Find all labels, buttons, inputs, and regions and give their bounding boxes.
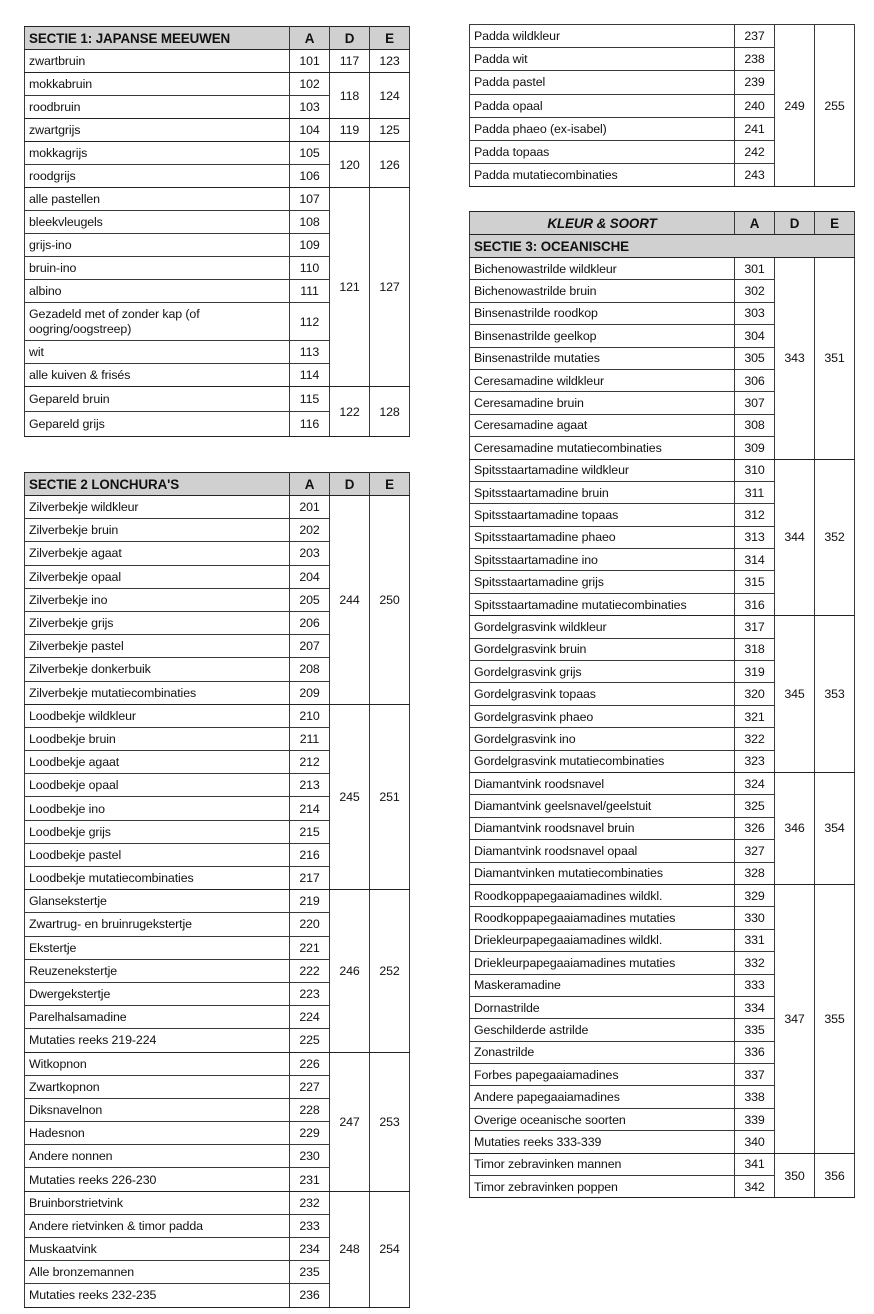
class-number-d: 121: [330, 188, 370, 387]
species-name: Bichenowastrilde wildkleur: [470, 258, 735, 280]
species-name: Andere nonnen: [25, 1145, 290, 1168]
class-number-e: 353: [815, 616, 855, 773]
species-name: Loodbekje bruin: [25, 727, 290, 750]
class-number-a: 208: [290, 658, 330, 681]
class-number-d: 246: [330, 890, 370, 1052]
species-name: roodgrijs: [25, 165, 290, 188]
class-number-d: 344: [775, 459, 815, 616]
class-number-a: 243: [735, 164, 775, 187]
class-number-a: 339: [735, 1108, 775, 1130]
class-number-a: 239: [735, 71, 775, 94]
column-d-header: D: [330, 27, 370, 50]
class-number-a: 201: [290, 496, 330, 519]
species-name: Zwartkopnon: [25, 1075, 290, 1098]
class-number-d: 350: [775, 1153, 815, 1198]
class-number-e: 355: [815, 884, 855, 1153]
table-row: [470, 459, 855, 481]
species-name: Mutaties reeks 333-339: [470, 1131, 735, 1153]
class-number-a: 310: [735, 459, 775, 481]
species-name: Roodkoppapegaaiamadines mutaties: [470, 907, 735, 929]
species-name: Diamantvink roodsnavel bruin: [470, 817, 735, 839]
species-name: Mutaties reeks 226-230: [25, 1168, 290, 1191]
class-number-d: 122: [330, 387, 370, 437]
species-name: Diamantvink roodsnavel: [470, 772, 735, 794]
class-number-a: 324: [735, 772, 775, 794]
class-number-a: 301: [735, 258, 775, 280]
class-number-a: 234: [290, 1238, 330, 1261]
species-name: Dwergekstertje: [25, 982, 290, 1005]
species-name: Gordelgrasvink mutatiecombinaties: [470, 750, 735, 772]
class-number-a: 238: [735, 48, 775, 71]
species-name: zwartbruin: [25, 50, 290, 73]
class-number-a: 325: [735, 795, 775, 817]
species-name: Loodbekje wildkleur: [25, 704, 290, 727]
class-number-a: 334: [735, 996, 775, 1018]
class-number-a: 236: [290, 1284, 330, 1307]
species-name: Hadesnon: [25, 1122, 290, 1145]
column-e-header: E: [815, 212, 855, 235]
class-number-d: 117: [330, 50, 370, 73]
species-name: Timor zebravinken mannen: [470, 1153, 735, 1175]
species-name: zwartgrijs: [25, 119, 290, 142]
species-name: Gezadeld met of zonder kap (of oogring/oogstreep): [25, 303, 290, 341]
class-number-a: 315: [735, 571, 775, 593]
class-number-a: 337: [735, 1064, 775, 1086]
class-number-a: 103: [290, 96, 330, 119]
species-name: Loodbekje pastel: [25, 843, 290, 866]
species-name: Padda phaeo (ex-isabel): [470, 117, 735, 140]
species-name: Gordelgrasvink topaas: [470, 683, 735, 705]
table-row: [25, 142, 410, 165]
species-name: Loodbekje grijs: [25, 820, 290, 843]
species-name: roodbruin: [25, 96, 290, 119]
class-number-a: 202: [290, 519, 330, 542]
table-row: [470, 884, 855, 906]
class-number-a: 230: [290, 1145, 330, 1168]
class-number-a: 116: [290, 412, 330, 437]
class-number-a: 203: [290, 542, 330, 565]
section2-table: [24, 472, 410, 1308]
species-name: grijs-ino: [25, 234, 290, 257]
class-number-a: 327: [735, 840, 775, 862]
padda-table: [469, 24, 855, 187]
class-number-a: 308: [735, 414, 775, 436]
class-number-a: 321: [735, 705, 775, 727]
species-name: Loodbekje agaat: [25, 751, 290, 774]
class-number-a: 206: [290, 611, 330, 634]
table-row: [470, 772, 855, 794]
class-number-a: 309: [735, 437, 775, 459]
species-name: Spitsstaartamadine topaas: [470, 504, 735, 526]
species-name: Padda pastel: [470, 71, 735, 94]
species-name: Ceresamadine bruin: [470, 392, 735, 414]
class-number-a: 219: [290, 890, 330, 913]
class-number-e: 352: [815, 459, 855, 616]
class-number-a: 209: [290, 681, 330, 704]
section2-title: SECTIE 2 LONCHURA'S: [25, 473, 290, 496]
section3-title: SECTIE 3: OCEANISCHE: [470, 235, 855, 258]
class-number-d: 247: [330, 1052, 370, 1191]
species-name: Diamantvink geelsnavel/geelstuit: [470, 795, 735, 817]
table-row: [470, 25, 855, 48]
species-name: Padda wit: [470, 48, 735, 71]
column-a-header: A: [290, 27, 330, 50]
species-name: mokkagrijs: [25, 142, 290, 165]
species-name: Bruinborstrietvink: [25, 1191, 290, 1214]
species-name: Glansekstertje: [25, 890, 290, 913]
class-number-e: 126: [370, 142, 410, 188]
class-number-a: 311: [735, 481, 775, 503]
species-name: Padda opaal: [470, 94, 735, 117]
class-number-a: 102: [290, 73, 330, 96]
species-name: Binsenastrilde roodkop: [470, 302, 735, 324]
species-name: Ceresamadine agaat: [470, 414, 735, 436]
class-number-a: 341: [735, 1153, 775, 1175]
class-number-e: 354: [815, 772, 855, 884]
species-name: Padda mutatiecombinaties: [470, 164, 735, 187]
class-number-d: 346: [775, 772, 815, 884]
class-number-a: 319: [735, 661, 775, 683]
class-number-a: 225: [290, 1029, 330, 1052]
class-number-a: 307: [735, 392, 775, 414]
class-number-a: 328: [735, 862, 775, 884]
class-number-a: 227: [290, 1075, 330, 1098]
class-number-a: 331: [735, 929, 775, 951]
section1-table: [24, 26, 410, 437]
class-number-a: 214: [290, 797, 330, 820]
column-e-header: E: [370, 27, 410, 50]
class-number-a: 215: [290, 820, 330, 843]
species-name: alle kuiven & frisés: [25, 364, 290, 387]
species-name: Andere rietvinken & timor padda: [25, 1214, 290, 1237]
species-name: Spitsstaartamadine ino: [470, 549, 735, 571]
species-name: alle pastellen: [25, 188, 290, 211]
species-name: Roodkoppapegaaiamadines wildkl.: [470, 884, 735, 906]
species-name: Zonastrilde: [470, 1041, 735, 1063]
class-number-e: 254: [370, 1191, 410, 1307]
species-name: Ekstertje: [25, 936, 290, 959]
class-number-a: 235: [290, 1261, 330, 1284]
class-number-e: 125: [370, 119, 410, 142]
class-number-a: 105: [290, 142, 330, 165]
kleur-soort-header: KLEUR & SOORT: [470, 212, 735, 235]
species-name: Dornastrilde: [470, 996, 735, 1018]
class-number-e: 351: [815, 258, 855, 460]
species-name: Binsenastrilde mutaties: [470, 347, 735, 369]
class-number-a: 228: [290, 1098, 330, 1121]
class-number-a: 108: [290, 211, 330, 234]
section3-table: [469, 211, 855, 1198]
class-number-a: 313: [735, 526, 775, 548]
class-number-a: 213: [290, 774, 330, 797]
class-number-a: 316: [735, 593, 775, 615]
class-number-a: 224: [290, 1006, 330, 1029]
class-number-a: 318: [735, 638, 775, 660]
class-number-a: 229: [290, 1122, 330, 1145]
column-d-header: D: [330, 473, 370, 496]
class-number-a: 212: [290, 751, 330, 774]
class-number-a: 233: [290, 1214, 330, 1237]
class-number-a: 106: [290, 165, 330, 188]
species-name: Forbes papegaaiamadines: [470, 1064, 735, 1086]
species-name: Spitsstaartamadine mutatiecombinaties: [470, 593, 735, 615]
class-number-a: 303: [735, 302, 775, 324]
class-number-a: 101: [290, 50, 330, 73]
species-name: Mutaties reeks 219-224: [25, 1029, 290, 1052]
species-name: Spitsstaartamadine wildkleur: [470, 459, 735, 481]
species-name: Loodbekje mutatiecombinaties: [25, 867, 290, 890]
class-number-d: 120: [330, 142, 370, 188]
species-name: Zilverbekje pastel: [25, 635, 290, 658]
class-number-e: 127: [370, 188, 410, 387]
class-number-a: 314: [735, 549, 775, 571]
species-name: wit: [25, 341, 290, 364]
class-number-a: 222: [290, 959, 330, 982]
species-name: Reuzenekstertje: [25, 959, 290, 982]
table-row: [25, 119, 410, 142]
class-number-d: 244: [330, 496, 370, 705]
class-number-a: 110: [290, 257, 330, 280]
class-number-a: 320: [735, 683, 775, 705]
class-number-a: 207: [290, 635, 330, 658]
class-number-a: 240: [735, 94, 775, 117]
class-number-e: 124: [370, 73, 410, 119]
class-number-a: 107: [290, 188, 330, 211]
species-name: Driekleurpapegaaiamadines mutaties: [470, 952, 735, 974]
class-number-a: 304: [735, 325, 775, 347]
table-row: [25, 1052, 410, 1075]
table-row: [25, 73, 410, 96]
class-number-a: 237: [735, 25, 775, 48]
species-name: Gepareld grijs: [25, 412, 290, 437]
column-a-header: A: [290, 473, 330, 496]
class-number-a: 241: [735, 117, 775, 140]
class-number-a: 312: [735, 504, 775, 526]
table-row: [25, 704, 410, 727]
species-name: Loodbekje opaal: [25, 774, 290, 797]
class-number-d: 248: [330, 1191, 370, 1307]
class-number-e: 128: [370, 387, 410, 437]
class-number-d: 245: [330, 704, 370, 890]
class-number-a: 338: [735, 1086, 775, 1108]
species-name: Maskeramadine: [470, 974, 735, 996]
class-number-a: 329: [735, 884, 775, 906]
class-number-a: 340: [735, 1131, 775, 1153]
species-name: bruin-ino: [25, 257, 290, 280]
species-name: Zilverbekje agaat: [25, 542, 290, 565]
species-name: Gepareld bruin: [25, 387, 290, 412]
table-row: [25, 496, 410, 519]
class-number-a: 220: [290, 913, 330, 936]
class-number-a: 211: [290, 727, 330, 750]
class-number-e: 253: [370, 1052, 410, 1191]
class-number-a: 326: [735, 817, 775, 839]
table-row: [25, 50, 410, 73]
species-name: Zilverbekje bruin: [25, 519, 290, 542]
species-name: albino: [25, 280, 290, 303]
species-name: Zilverbekje mutatiecombinaties: [25, 681, 290, 704]
class-number-e: 250: [370, 496, 410, 705]
class-number-a: 342: [735, 1176, 775, 1198]
class-number-d: 249: [775, 25, 815, 187]
species-name: Gordelgrasvink bruin: [470, 638, 735, 660]
column-e-header: E: [370, 473, 410, 496]
species-name: Gordelgrasvink ino: [470, 728, 735, 750]
class-number-e: 252: [370, 890, 410, 1052]
class-number-a: 223: [290, 982, 330, 1005]
table-row: [470, 258, 855, 280]
class-number-a: 231: [290, 1168, 330, 1191]
species-name: Witkopnon: [25, 1052, 290, 1075]
class-number-a: 112: [290, 303, 330, 341]
column-a-header: A: [735, 212, 775, 235]
species-name: Gordelgrasvink grijs: [470, 661, 735, 683]
class-number-a: 242: [735, 140, 775, 163]
species-name: Zilverbekje grijs: [25, 611, 290, 634]
table-row: [25, 1191, 410, 1214]
class-number-a: 115: [290, 387, 330, 412]
species-name: Driekleurpapegaaiamadines wildkl.: [470, 929, 735, 951]
species-name: mokkabruin: [25, 73, 290, 96]
species-name: Binsenastrilde geelkop: [470, 325, 735, 347]
class-number-a: 333: [735, 974, 775, 996]
class-number-a: 221: [290, 936, 330, 959]
species-name: Spitsstaartamadine grijs: [470, 571, 735, 593]
species-name: Zilverbekje donkerbuik: [25, 658, 290, 681]
table-row: [25, 188, 410, 211]
table-row: [25, 890, 410, 913]
species-name: Timor zebravinken poppen: [470, 1176, 735, 1198]
section1-title: SECTIE 1: JAPANSE MEEUWEN: [25, 27, 290, 50]
species-name: Bichenowastrilde bruin: [470, 280, 735, 302]
species-name: Loodbekje ino: [25, 797, 290, 820]
class-number-d: 119: [330, 119, 370, 142]
species-name: Diamantvinken mutatiecombinaties: [470, 862, 735, 884]
class-number-a: 335: [735, 1019, 775, 1041]
species-name: Mutaties reeks 232-235: [25, 1284, 290, 1307]
class-number-a: 330: [735, 907, 775, 929]
species-name: Padda topaas: [470, 140, 735, 163]
class-number-a: 305: [735, 347, 775, 369]
class-number-d: 118: [330, 73, 370, 119]
class-number-e: 255: [815, 25, 855, 187]
class-number-a: 306: [735, 369, 775, 391]
class-number-a: 104: [290, 119, 330, 142]
table-row: [470, 1153, 855, 1175]
class-number-a: 226: [290, 1052, 330, 1075]
species-name: Zilverbekje ino: [25, 588, 290, 611]
species-name: Spitsstaartamadine bruin: [470, 481, 735, 503]
padda-body: [470, 25, 855, 187]
class-number-a: 111: [290, 280, 330, 303]
class-number-a: 217: [290, 867, 330, 890]
class-number-a: 216: [290, 843, 330, 866]
species-name: Geschilderde astrilde: [470, 1019, 735, 1041]
class-number-a: 322: [735, 728, 775, 750]
class-number-a: 109: [290, 234, 330, 257]
class-number-d: 347: [775, 884, 815, 1153]
class-number-a: 336: [735, 1041, 775, 1063]
table-row: [25, 387, 410, 412]
table-row: [470, 616, 855, 638]
class-number-a: 232: [290, 1191, 330, 1214]
species-name: Zwartrug- en bruinrugekstertje: [25, 913, 290, 936]
column-d-header: D: [775, 212, 815, 235]
species-name: Gordelgrasvink wildkleur: [470, 616, 735, 638]
species-name: Andere papegaaiamadines: [470, 1086, 735, 1108]
class-number-a: 113: [290, 341, 330, 364]
species-name: Ceresamadine wildkleur: [470, 369, 735, 391]
class-number-e: 251: [370, 704, 410, 890]
species-name: Zilverbekje opaal: [25, 565, 290, 588]
species-name: Padda wildkleur: [470, 25, 735, 48]
class-number-a: 332: [735, 952, 775, 974]
class-number-d: 343: [775, 258, 815, 460]
class-number-a: 204: [290, 565, 330, 588]
species-name: Parelhalsamadine: [25, 1006, 290, 1029]
species-name: bleekvleugels: [25, 211, 290, 234]
species-name: Spitsstaartamadine phaeo: [470, 526, 735, 548]
species-name: Zilverbekje wildkleur: [25, 496, 290, 519]
class-number-a: 302: [735, 280, 775, 302]
species-name: Ceresamadine mutatiecombinaties: [470, 437, 735, 459]
species-name: Muskaatvink: [25, 1238, 290, 1261]
class-number-d: 345: [775, 616, 815, 773]
class-number-e: 356: [815, 1153, 855, 1198]
species-name: Diamantvink roodsnavel opaal: [470, 840, 735, 862]
class-number-a: 114: [290, 364, 330, 387]
class-number-a: 317: [735, 616, 775, 638]
class-number-a: 210: [290, 704, 330, 727]
species-name: Alle bronzemannen: [25, 1261, 290, 1284]
class-number-a: 323: [735, 750, 775, 772]
class-number-e: 123: [370, 50, 410, 73]
species-name: Gordelgrasvink phaeo: [470, 705, 735, 727]
species-name: Diksnavelnon: [25, 1098, 290, 1121]
species-name: Overige oceanische soorten: [470, 1108, 735, 1130]
class-number-a: 205: [290, 588, 330, 611]
